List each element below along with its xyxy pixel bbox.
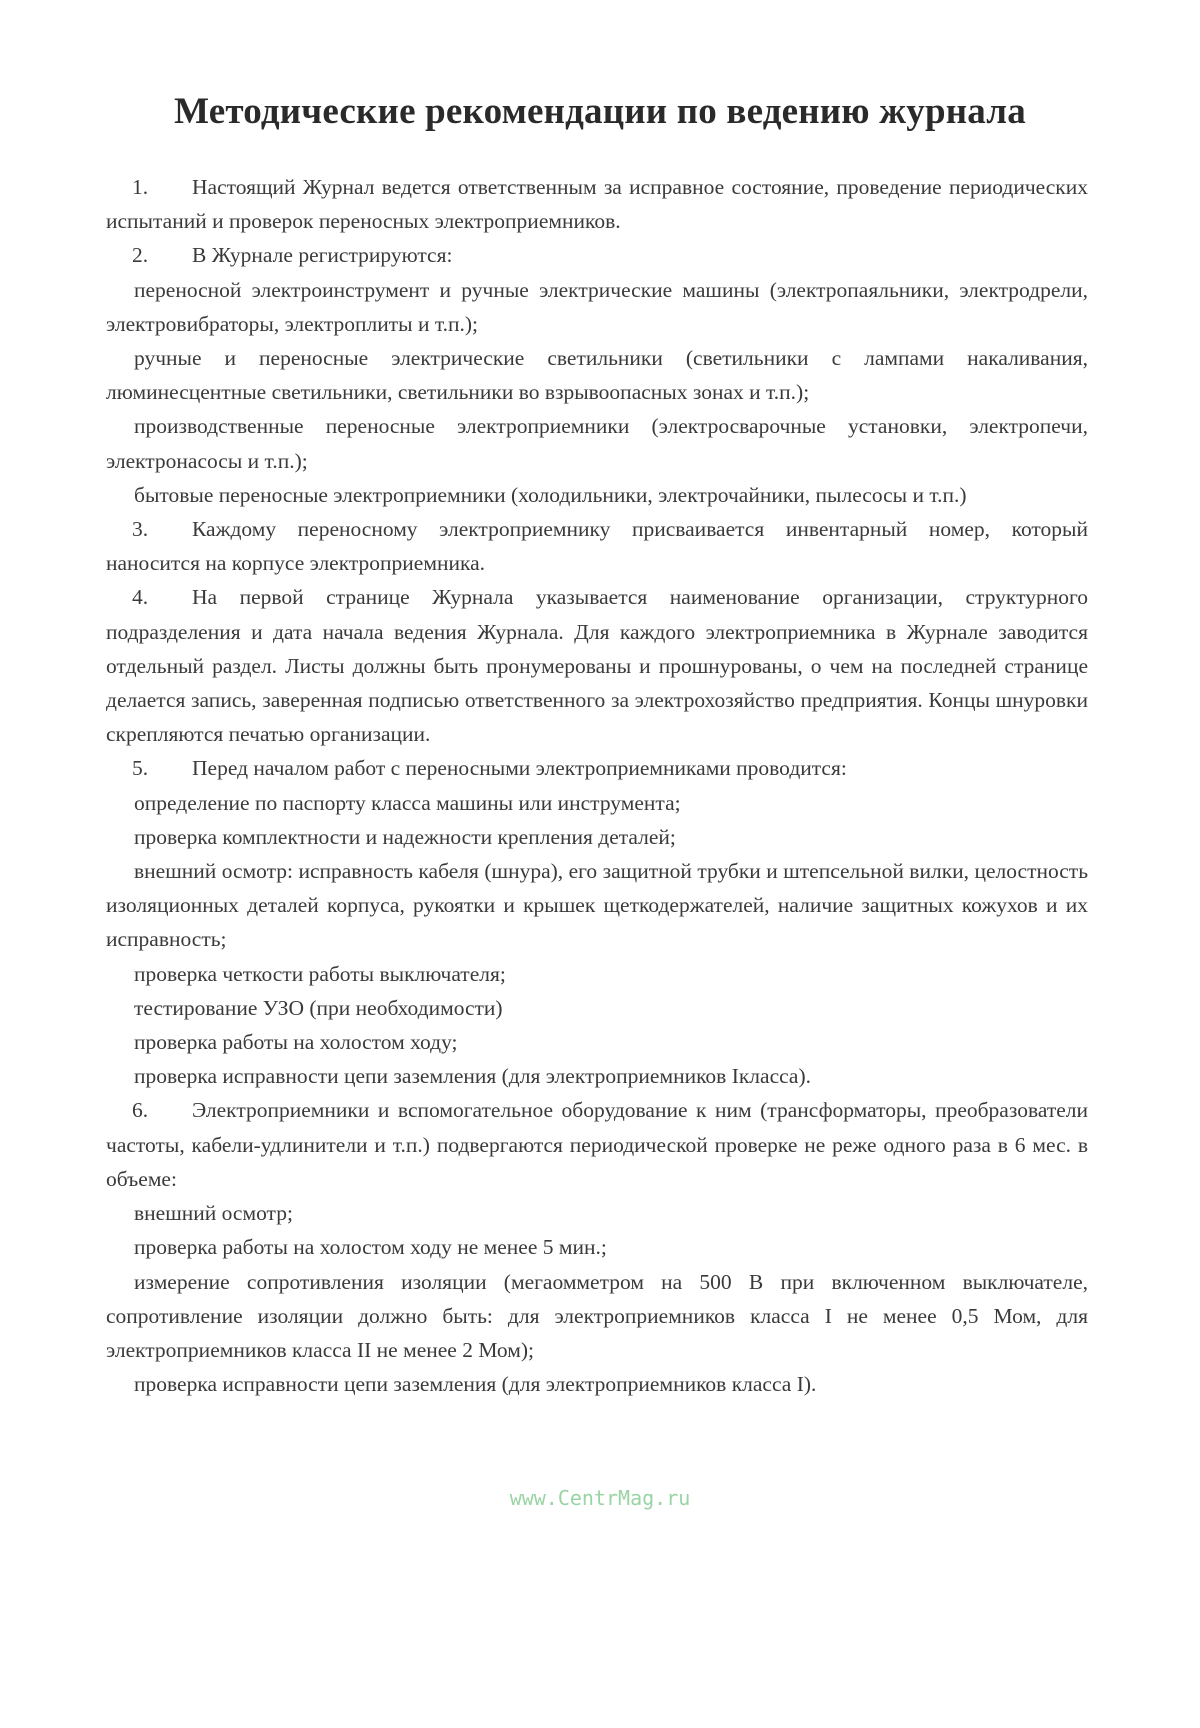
item-text: Настоящий Журнал ведется ответственным за исправное состояние, проведение периодических испытаний и проверок переносных электроприемников. [106, 175, 1088, 234]
list-item [106, 957, 1088, 991]
item-text: внешний осмотр; [134, 1201, 293, 1226]
list-item [106, 1093, 1088, 1196]
item-text: ручные и переносные электрические светильники (светильники с лампами накаливания, люминесцентные светильники, светильники во взрывоопасных зонах и т.п.); [106, 346, 1088, 405]
list-item [106, 1196, 1088, 1230]
item-number: 3. [132, 517, 149, 542]
list-item [106, 170, 1088, 238]
list-item [106, 1230, 1088, 1264]
item-text: тестирование УЗО (при необходимости) [134, 995, 503, 1020]
list-item [106, 409, 1088, 477]
list-item [106, 1025, 1088, 1059]
item-text: На первой странице Журнала указывается наименование организации, структурного подразделения и дата начала ведения Журнала. Для каждого электроприемника в Журнале заводится отдельный раздел. Листы должны быть пронумерованы и прошнурованы, о чем на последней странице делается запись, заверенная подписью ответственного за электрохозяйство предприятия. Концы шнуровки скрепляются печатью организации. [106, 585, 1088, 747]
item-text: внешний осмотр: исправность кабеля (шнура), его защитной трубки и штепсельной вилки, целостность изоляционных деталей корпуса, рукоятки и крышек щеткодержателей, наличие защитных кожухов и их исправность; [106, 859, 1088, 952]
watermark: www.CentrMag.ru [509, 1486, 691, 1510]
list-item [106, 1265, 1088, 1368]
list-item [106, 820, 1088, 854]
item-number: 6. [132, 1098, 149, 1123]
page-title: Методические рекомендации по ведению журнала [174, 91, 1026, 132]
item-text: В Журнале регистрируются: [192, 243, 453, 268]
document-body [106, 170, 1088, 1401]
list-item [106, 341, 1088, 409]
list-item [106, 1059, 1088, 1093]
list-item [106, 786, 1088, 820]
item-text: проверка исправности цепи заземления (для электроприемников класса I). [134, 1372, 817, 1397]
item-text: Каждому переносному электроприемнику присваивается инвентарный номер, который наносится на корпусе электроприемника. [106, 517, 1088, 576]
item-text: определение по паспорту класса машины или инструмента; [134, 790, 681, 815]
list-item [106, 238, 1088, 272]
item-number: 5. [132, 756, 149, 781]
item-text: проверка работы на холостом ходу не менее 5 мин.; [134, 1235, 607, 1260]
list-item [106, 273, 1088, 341]
list-item [106, 991, 1088, 1025]
item-text: проверка исправности цепи заземления (для электроприемников Iкласса). [134, 1064, 812, 1089]
list-item [106, 512, 1088, 580]
item-text: измерение сопротивления изоляции (мегаомметром на 500 В при включенном выключателе, сопротивление изоляции должно быть: для электроприемников класса I не менее 0,5 Мом, для электроприемников класса II не менее 2 Мом); [106, 1269, 1088, 1362]
item-text: бытовые переносные электроприемники (холодильники, электрочайники, пылесосы и т.п.) [134, 482, 967, 507]
item-text: проверка комплектности и надежности крепления деталей; [134, 824, 676, 849]
item-text: Перед началом работ с переносными электроприемниками проводится: [192, 756, 847, 781]
list-item [106, 478, 1088, 512]
list-item [106, 751, 1088, 785]
item-text: Электроприемники и вспомогательное оборудование к ним (трансформаторы, преобразователи частоты, кабели-удлинители и т.п.) подвергаются периодической проверке не реже одного раза в 6 мес. в объеме: [106, 1098, 1088, 1191]
item-number: 4. [132, 585, 149, 610]
item-text: проверка работы на холостом ходу; [134, 1030, 458, 1055]
list-item [106, 854, 1088, 957]
item-text: производственные переносные электроприемники (электросварочные установки, электропечи, электронасосы и т.п.); [106, 414, 1088, 473]
item-text: проверка четкости работы выключателя; [134, 961, 506, 986]
list-item [106, 1367, 1088, 1401]
list-item [106, 580, 1088, 751]
item-number: 2. [132, 243, 149, 268]
item-number: 1. [132, 175, 149, 199]
item-text: переносной электроинструмент и ручные электрические машины (электропаяльники, электродрели, электровибраторы, электроплиты и т.п.); [106, 277, 1088, 336]
